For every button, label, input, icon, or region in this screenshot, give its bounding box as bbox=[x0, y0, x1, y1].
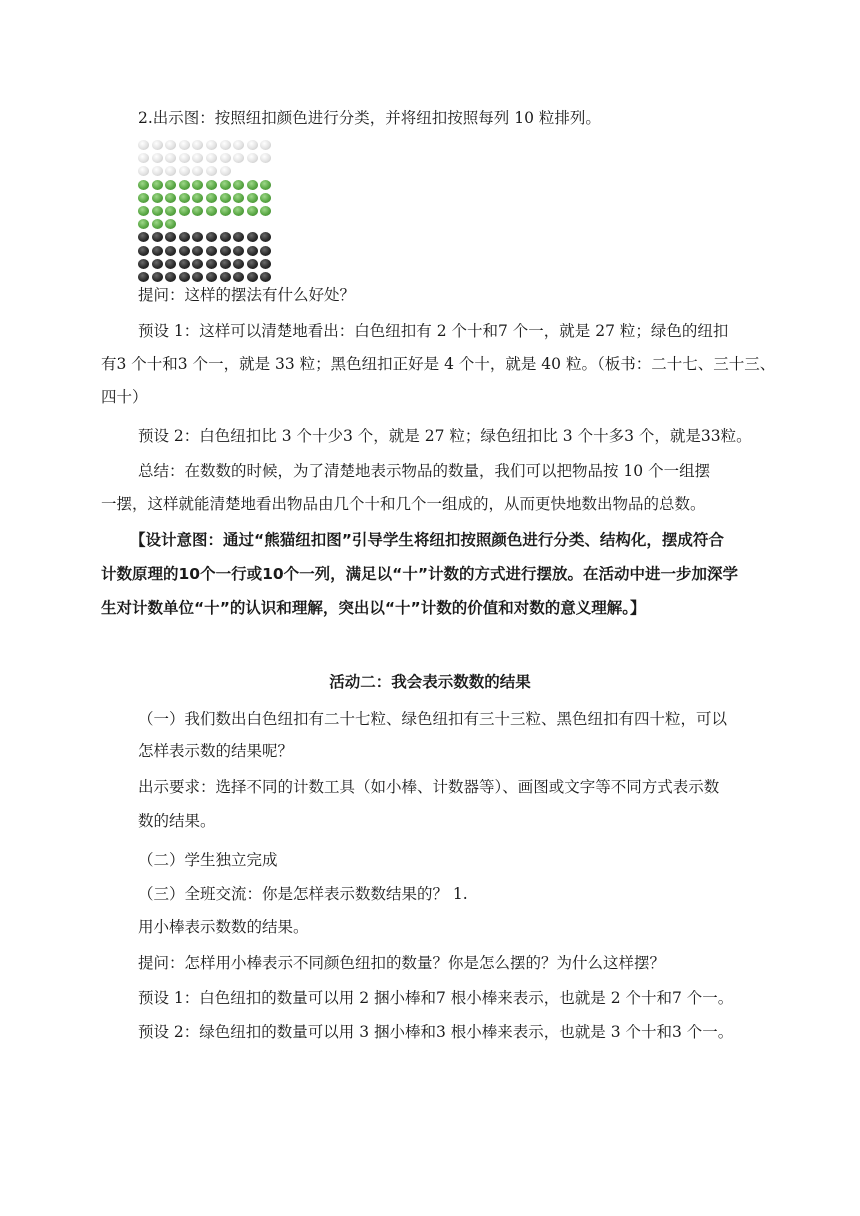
green-button-dot bbox=[192, 206, 203, 216]
black-button-dot bbox=[220, 272, 231, 282]
black-button-dot bbox=[192, 232, 203, 242]
white-button-dot bbox=[220, 166, 231, 176]
black-button-dot bbox=[165, 232, 176, 242]
green-button-dot bbox=[233, 206, 244, 216]
white-button-dot bbox=[233, 153, 244, 163]
paragraph-requirement-line-1: 出示要求：选择不同的计数工具（如小棒、计数器等）、画图或文字等不同方式表示数 bbox=[138, 778, 720, 796]
white-button-dot bbox=[179, 166, 190, 176]
black-button-dot bbox=[260, 259, 271, 269]
black-button-dot bbox=[206, 272, 217, 282]
black-button-dot bbox=[192, 259, 203, 269]
black-button-dot bbox=[247, 259, 258, 269]
green-button-dot bbox=[260, 180, 271, 190]
white-button-dot bbox=[138, 153, 149, 163]
black-button-dot bbox=[179, 272, 190, 282]
black-button-dot bbox=[220, 232, 231, 242]
black-button-dot bbox=[233, 259, 244, 269]
green-button-dot bbox=[165, 206, 176, 216]
paragraph-preset-1-line-1: 预设 1：这样可以清楚地看出：白色纽扣有 2 个十和7 个一，就是 27 粒；绿色的纽扣 bbox=[138, 322, 729, 340]
white-button-dot bbox=[192, 153, 203, 163]
white-button-dot bbox=[179, 140, 190, 150]
black-button-dot bbox=[192, 272, 203, 282]
green-button-dot bbox=[165, 180, 176, 190]
black-button-dot bbox=[206, 232, 217, 242]
green-button-dot bbox=[247, 180, 258, 190]
black-button-dot bbox=[179, 246, 190, 256]
black-button-dot bbox=[152, 259, 163, 269]
white-button-dot bbox=[260, 140, 271, 150]
black-button-dot bbox=[165, 272, 176, 282]
black-button-dot bbox=[247, 272, 258, 282]
paragraph-preset-1-line-3: 四十） bbox=[101, 388, 148, 406]
paragraph-preset-2: 预设 2：白色纽扣比 3 个十少3 个，就是 27 粒；绿色纽扣比 3 个十多3 个，就是33粒。 bbox=[138, 427, 752, 445]
black-button-dot bbox=[260, 272, 271, 282]
white-button-dot bbox=[152, 140, 163, 150]
green-button-dot bbox=[247, 193, 258, 203]
white-button-dot bbox=[206, 140, 217, 150]
paragraph-summary-line-2: 一摆，这样就能清楚地看出物品由几个十和几个一组成的，从而更快地数出物品的总数。 bbox=[101, 495, 706, 513]
paragraph-figure-intro: 2.出示图：按照纽扣颜色进行分类，并将纽扣按照每列 10 粒排列。 bbox=[138, 109, 601, 127]
green-button-dot bbox=[138, 193, 149, 203]
paragraph-sticks-preset-2: 预设 2：绿色纽扣的数量可以用 3 捆小棒和3 根小棒来表示，也就是 3 个十和3 个一。 bbox=[138, 1023, 734, 1041]
white-button-dot bbox=[233, 140, 244, 150]
black-button-dot bbox=[233, 232, 244, 242]
black-button-dot bbox=[233, 272, 244, 282]
black-button-dot bbox=[206, 246, 217, 256]
white-button-dot bbox=[165, 140, 176, 150]
black-button-dot bbox=[233, 246, 244, 256]
green-button-dot bbox=[138, 219, 149, 229]
green-button-dot bbox=[233, 180, 244, 190]
green-button-dot bbox=[233, 193, 244, 203]
white-button-dot bbox=[165, 166, 176, 176]
green-button-dot bbox=[152, 193, 163, 203]
green-button-dot bbox=[152, 206, 163, 216]
green-button-dot bbox=[260, 206, 271, 216]
white-button-dot bbox=[165, 153, 176, 163]
black-button-dot bbox=[206, 259, 217, 269]
green-button-dot bbox=[192, 193, 203, 203]
white-button-dot bbox=[220, 140, 231, 150]
white-button-dot bbox=[179, 153, 190, 163]
paragraph-sticks-result: 用小棒表示数数的结果。 bbox=[138, 918, 309, 936]
green-button-dot bbox=[220, 180, 231, 190]
white-button-dot bbox=[260, 153, 271, 163]
black-button-dot bbox=[260, 246, 271, 256]
paragraph-part-1-line-1: （一）我们数出白色纽扣有二十七粒、绿色纽扣有三十三粒、黑色纽扣有四十粒，可以 bbox=[138, 710, 728, 728]
paragraph-summary-line-1: 总结：在数数的时候，为了清楚地表示物品的数量，我们可以把物品按 10 个一组摆 bbox=[138, 462, 711, 480]
white-button-dot bbox=[152, 166, 163, 176]
white-button-dot bbox=[247, 153, 258, 163]
design-intent-line-2: 计数原理的10个一行或10个一列，满足以“十”计数的方式进行摆放。在活动中进一步加深学 bbox=[101, 565, 739, 583]
button-classification-figure bbox=[138, 140, 280, 272]
black-button-dot bbox=[152, 272, 163, 282]
white-button-dot bbox=[220, 153, 231, 163]
green-button-dot bbox=[192, 180, 203, 190]
green-button-dot bbox=[247, 206, 258, 216]
paragraph-preset-1-line-2: 有3 个十和3 个一，就是 33 粒；黑色纽扣正好是 4 个十，就是 40 粒。（板书：二十七、三十三、 bbox=[101, 355, 776, 373]
black-button-dot bbox=[179, 232, 190, 242]
design-intent-line-1: 【设计意图：通过“熊猫纽扣图”引导学生将纽扣按照颜色进行分类、结构化，摆成符合 bbox=[130, 531, 724, 549]
green-button-dot bbox=[220, 193, 231, 203]
green-button-dot bbox=[260, 193, 271, 203]
design-intent-line-3: 生对计数单位“十”的认识和理解，突出以“十”计数的价值和对数的意义理解。】 bbox=[101, 599, 646, 617]
black-button-dot bbox=[138, 259, 149, 269]
paragraph-part-1-line-2: 怎样表示数的结果呢？ bbox=[138, 742, 294, 760]
black-button-dot bbox=[138, 246, 149, 256]
black-button-dot bbox=[165, 259, 176, 269]
green-button-dot bbox=[152, 180, 163, 190]
green-button-dot bbox=[152, 219, 163, 229]
black-button-dot bbox=[152, 232, 163, 242]
black-button-dot bbox=[220, 259, 231, 269]
black-button-dot bbox=[179, 259, 190, 269]
green-button-dot bbox=[206, 206, 217, 216]
green-button-dot bbox=[165, 193, 176, 203]
green-button-dot bbox=[138, 180, 149, 190]
black-button-dot bbox=[138, 272, 149, 282]
black-button-dot bbox=[247, 232, 258, 242]
black-button-dot bbox=[152, 246, 163, 256]
paragraph-part-3: （三）全班交流：你是怎样表示数数结果的？ 1. bbox=[138, 885, 468, 903]
white-button-dot bbox=[138, 166, 149, 176]
black-button-dot bbox=[247, 246, 258, 256]
black-button-dot bbox=[138, 232, 149, 242]
white-button-dot bbox=[247, 140, 258, 150]
paragraph-question: 提问：这样的摆法有什么好处？ bbox=[138, 286, 356, 304]
paragraph-part-2: （二）学生独立完成 bbox=[138, 851, 278, 869]
green-button-dot bbox=[220, 206, 231, 216]
green-button-dot bbox=[206, 193, 217, 203]
white-button-dot bbox=[206, 153, 217, 163]
green-button-dot bbox=[179, 193, 190, 203]
paragraph-sticks-preset-1: 预设 1：白色纽扣的数量可以用 2 捆小棒和7 根小棒来表示，也就是 2 个十和7 个一。 bbox=[138, 989, 734, 1007]
green-button-dot bbox=[165, 219, 176, 229]
black-button-dot bbox=[192, 246, 203, 256]
black-button-dot bbox=[220, 246, 231, 256]
white-button-dot bbox=[152, 153, 163, 163]
white-button-dot bbox=[192, 166, 203, 176]
white-button-dot bbox=[138, 140, 149, 150]
green-button-dot bbox=[179, 180, 190, 190]
section-heading-activity-2: 活动二：我会表示数数的结果 bbox=[329, 673, 531, 691]
white-button-dot bbox=[192, 140, 203, 150]
green-button-dot bbox=[179, 206, 190, 216]
green-button-dot bbox=[138, 206, 149, 216]
paragraph-requirement-line-2: 数的结果。 bbox=[138, 812, 216, 830]
white-button-dot bbox=[206, 166, 217, 176]
green-button-dot bbox=[206, 180, 217, 190]
paragraph-sticks-question: 提问：怎样用小棒表示不同颜色纽扣的数量？你是怎么摆的？为什么这样摆？ bbox=[138, 954, 666, 972]
black-button-dot bbox=[165, 246, 176, 256]
black-button-dot bbox=[260, 232, 271, 242]
